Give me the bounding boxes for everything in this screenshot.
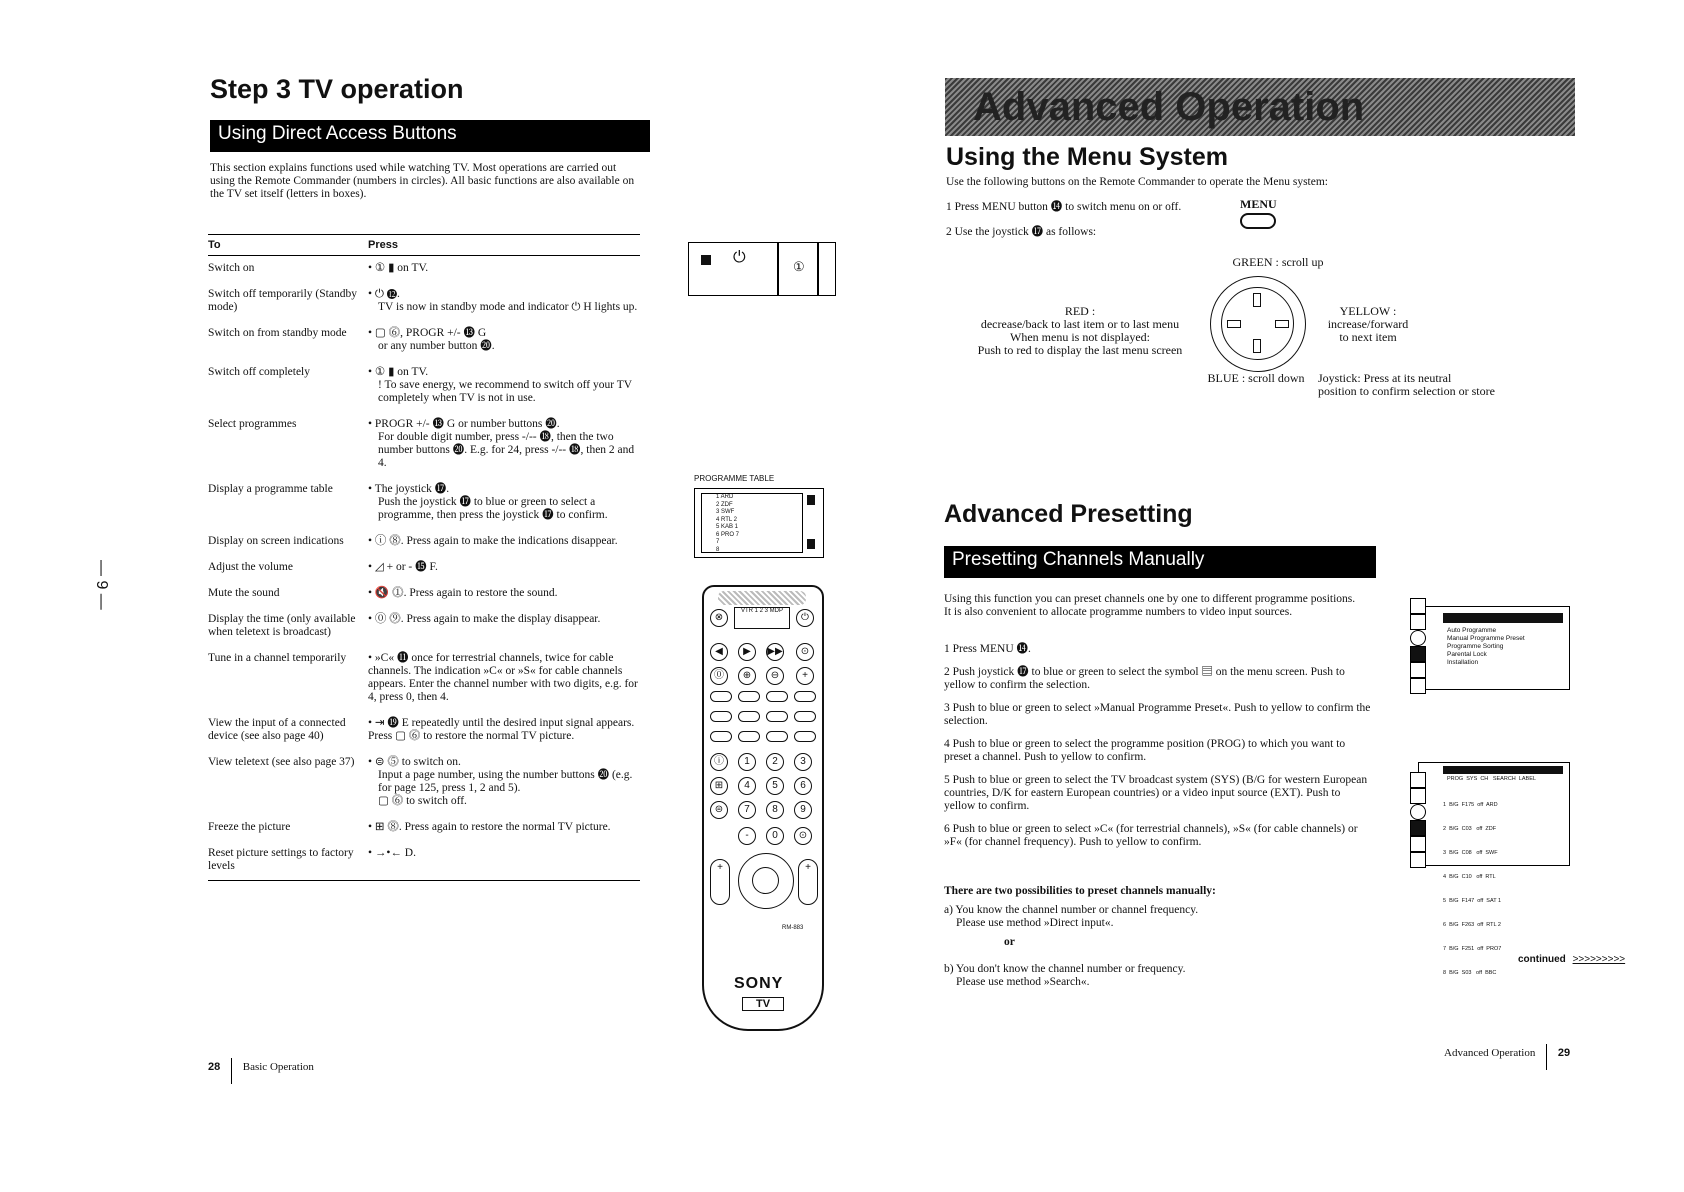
scroll-indicator-icon <box>807 495 815 505</box>
joystick-label: Joystick: Press at its neutral position to confirm selection or store <box>1318 371 1495 398</box>
blue-label: BLUE : scroll down <box>1207 371 1305 385</box>
programme-table-screen <box>694 488 824 558</box>
list-item: 3 SWF <box>716 509 735 515</box>
table-row: Display on screen indications • ⓘ ⓼. Press again to make the indications disappear. <box>208 535 618 547</box>
menu-step-2: 2 Use the joystick ⓱ as follows: <box>946 226 1097 238</box>
number-button: 4 <box>738 777 756 795</box>
preset-table-header: PROG SYS CH SEARCH LABEL <box>1447 776 1536 782</box>
scroll-indicator-icon <box>807 539 815 549</box>
mute-button: ⊗ <box>710 609 728 627</box>
section-band-presetting: Presetting Channels Manually <box>944 546 1376 578</box>
table-row: 1 B/G F175 off ARD <box>1443 802 1498 808</box>
menu-item: Programme Sorting <box>1447 643 1504 650</box>
number-button: 3 <box>794 753 812 771</box>
joystick-diagram-icon <box>1210 276 1306 372</box>
power-switch-icon <box>701 255 711 265</box>
table-row: Switch off completely • ① ▮ on TV. ! To save energy, we recommend to switch off your TV completely when TV is not in use. <box>208 366 632 404</box>
header-to: To <box>208 235 368 256</box>
preset-icon <box>1410 646 1426 662</box>
table-row: 8 B/G S03 off BBC <box>1443 970 1497 976</box>
table-row: Select programmes • PROGR +/- ⓭ G or number buttons ⓴. For double digit number, press -/-- ⓲, then the two number buttons ⓴. E.g. for 24, press -/-- ⓲, then 2 and 4. <box>208 418 635 469</box>
menu-button-label: MENU <box>1240 197 1277 211</box>
number-button: 1 <box>738 753 756 771</box>
table-row: Switch on • ① ▮ on TV. <box>208 262 429 274</box>
continued-label: continued >>>>>>>>> <box>1518 954 1626 965</box>
number-button: - <box>738 827 756 845</box>
joystick-icon <box>738 853 794 909</box>
table-row: Switch off temporarily (Standby mode) • ⏻ ⓬. TV is now in standby mode and indicator ⏻ H lights up. <box>208 288 638 313</box>
number-button: 2 <box>766 753 784 771</box>
music-icon <box>1410 852 1426 868</box>
volume-button: + <box>710 859 730 905</box>
side-page-marker: — 9 — <box>93 560 110 610</box>
menu-item: Parental Lock <box>1447 651 1487 658</box>
number-button: 7 <box>738 801 756 819</box>
timer-icon <box>1410 630 1426 646</box>
list-item: 5 KAB 1 <box>716 524 739 530</box>
menu-step-1: 1 Press MENU button ⓮ to switch menu on or off. <box>946 201 1182 213</box>
list-item: 1 Press MENU ⓮. <box>944 643 1031 655</box>
remote-tv-label: TV <box>742 997 784 1011</box>
number-button: ⓘ <box>710 753 728 771</box>
table-row: Switch on from standby mode • ▢ ⓺, PROGR +/- ⓭ G or any number button ⓴. <box>208 327 495 352</box>
list-item: 3 Push to blue or green to select »Manual Programme Preset«. Push to yellow to confirm the selection. <box>944 702 1371 727</box>
remote-brand-logo: SONY <box>734 975 784 992</box>
tv-panel-diagram <box>688 242 836 296</box>
list-item: 5 Push to blue or green to select the TV broadcast system (SYS) (B/G for western European countries, D/K for eastern European countries) or a video input source (EXT). Push to yellow to confirm. <box>944 774 1368 812</box>
list-item: 8 <box>716 546 720 553</box>
table-row: View the input of a connected device (see also page 40) • ⇥ ⓳ E repeatedly until the desired input signal appears. Press ▢ ⓺ to restore the normal TV picture. <box>208 717 635 742</box>
number-button: 0 <box>766 827 784 845</box>
picture-icon <box>1410 598 1426 614</box>
table-row: Display the time (only available when teletext is broadcast) • ⓪ ⓽. Press again to make the display disappear. <box>208 613 601 638</box>
table-row: Mute the sound • 🔇 ⓵. Press again to restore the sound. <box>208 587 558 599</box>
yellow-label: YELLOW : increase/forward to next item <box>1327 304 1409 344</box>
preset-steps <box>944 643 1374 859</box>
chapter-banner: Advanced Operation <box>945 78 1575 136</box>
table-row: 7 B/G F251 off PRO7 <box>1443 946 1502 952</box>
number-button: ⊞ <box>710 777 728 795</box>
list-item: 1 ARD <box>716 494 734 500</box>
table-row: 6 B/G F263 off RTL 2 <box>1443 922 1501 928</box>
table-row: Adjust the volume • ◿ + or - ⓯ F. <box>208 561 438 573</box>
list-item: 6 Push to blue or green to select »C« (for terrestrial channels), »S« (for cable channels) or »F« (for channel frequency). Push to yellow to confirm. <box>944 823 1358 848</box>
number-button: ⊙ <box>794 827 812 845</box>
panel-power-button-label: ① <box>793 259 805 274</box>
green-label: GREEN : scroll up <box>1232 255 1324 269</box>
preset-intro: Using this function you can preset channels one by one to different programme positions. It is also convenient to allocate programme numbers to video input sources. <box>944 593 1356 618</box>
table-row: View teletext (see also page 37) • ⊜ ⓹ to switch on. Input a page number, using the number buttons ⓴ (e.g. for page 125, press 1, 2 and 5). ▢ ⓺ to switch off. <box>208 756 633 807</box>
table-row: 4 B/G C10 off RTL <box>1443 874 1496 880</box>
number-button: 5 <box>766 777 784 795</box>
osd-menu-screen <box>1418 606 1570 690</box>
table-row: Display a programme table • The joystick ⓱. Push the joystick ⓱ to blue or green to select a programme, then press the joystick ⓱ to confirm. <box>208 483 608 521</box>
sound-icon <box>1410 614 1426 630</box>
header-press: Press <box>368 235 640 256</box>
advanced-presetting-title: Advanced Presetting <box>944 500 1193 528</box>
list-item: 7 <box>716 539 720 545</box>
osd-icon-column <box>1410 598 1426 692</box>
menu-button-icon <box>1240 213 1276 229</box>
table-row: 3 B/G C08 off SWF <box>1443 850 1498 856</box>
preset-icon <box>1410 820 1426 836</box>
intro-text: This section explains functions used while watching TV. Most operations are carried out using the Remote Commander (numbers in circles). All basic functions are also available on the TV set itself (letters in boxes). <box>210 162 635 200</box>
list-item: 2 Push joystick ⓱ to blue or green to select the symbol ▤ on the menu screen. Push to yellow to confirm the selection. <box>944 666 1345 691</box>
table-row: Tune in a channel temporarily • »C« ⓫ once for terrestrial channels, twice for cable channels. The indication »C« or »S« for cable channels appears. Enter the channel number with two digits, e.g. for 4, press 0, then 4. <box>208 652 638 703</box>
list-item: 2 ZDF <box>716 501 733 508</box>
possibilities-block: There are two possibilities to preset channels manually: a) You know the channel number or channel frequency. Please use method »Direct input«. or b) You don't know the channel number or frequency. Please use method »Search«. <box>944 885 1216 988</box>
number-button: ⊜ <box>710 801 728 819</box>
number-button: 9 <box>794 801 812 819</box>
programme-button: + <box>798 859 818 905</box>
step-title: Step 3 TV operation <box>210 74 464 104</box>
list-item: 4 Push to blue or green to select the programme position (PROG) to which you want to preset a channel. Push to yellow to confirm. <box>944 738 1346 763</box>
menu-item: Manual Programme Preset <box>1447 635 1525 642</box>
remote-commander-illustration: ⊗ VTR 1 2 3 MDP ⏻ ◀ ▶ ▶▶ ⊙ ⓪ ⊕ ⊖ + ⓘ 1 2 3 ⊞ 4 5 6 ⊜ 7 8 9 - 0 ⊙ + + RM-883 SONY TV <box>702 585 824 1031</box>
menu-system-title: Using the Menu System <box>946 143 1228 171</box>
remote-model: RM-883 <box>782 925 804 931</box>
standby-icon: ⏻ <box>733 249 746 266</box>
table-row: 5 B/G F147 off SAT 1 <box>1443 898 1502 904</box>
sound-icon <box>1410 788 1426 804</box>
table-row: 2 B/G C03 off ZDF <box>1443 826 1497 832</box>
table-row: Freeze the picture • ⊞ ⓼. Press again to restore the normal TV picture. <box>208 821 611 833</box>
programme-table-label: PROGRAMME TABLE <box>694 474 775 483</box>
picture-icon <box>1410 772 1426 788</box>
red-label: RED : decrease/back to last item or to last menu When menu is not displayed: Push to red to display the last menu screen <box>977 304 1183 357</box>
operations-table <box>208 234 640 881</box>
menu-item: Auto Programme <box>1447 627 1497 634</box>
number-button: 6 <box>794 777 812 795</box>
menu-intro: Use the following buttons on the Remote Commander to operate the Menu system: <box>946 176 1328 188</box>
list-item: 4 RTL 2 <box>716 516 738 523</box>
page-number-right: Advanced Operation 29 <box>1444 1044 1570 1070</box>
osd-icon-column-2 <box>1410 772 1426 866</box>
list-item: 6 PRO 7 <box>716 531 740 538</box>
number-button: 8 <box>766 801 784 819</box>
input-icon <box>1410 662 1426 678</box>
input-icon <box>1410 836 1426 852</box>
page-number-left: 28 Basic Operation <box>208 1058 314 1084</box>
music-icon <box>1410 678 1426 694</box>
section-band-direct-access: Using Direct Access Buttons <box>210 120 650 152</box>
table-row: Reset picture settings to factory levels • →•← D. <box>208 841 640 881</box>
power-button: ⏻ <box>796 609 814 627</box>
timer-icon <box>1410 804 1426 820</box>
menu-item: Installation <box>1447 659 1479 666</box>
osd-preset-table <box>1418 762 1570 976</box>
